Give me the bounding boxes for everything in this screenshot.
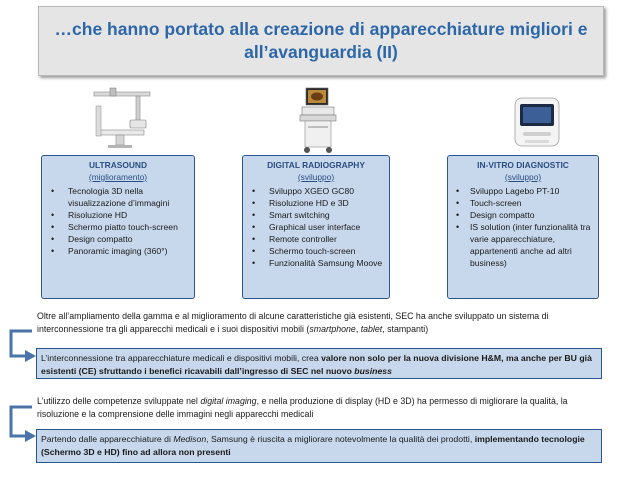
list-item: • Funzionalità Samsung Moove xyxy=(249,257,383,269)
highlight-emphasis: Medison xyxy=(173,434,207,444)
in-vitro-diagnostic-device-image xyxy=(511,96,563,150)
list-item: • Sviluppo Lagebo PT-10 xyxy=(454,185,592,197)
page-title: …che hanno portato alla creazione di apparecchiature migliori e all’avanguardia (II) xyxy=(54,19,588,62)
highlight-text: , Samsung è riuscita a migliorare notevolmente la qualità dei prodotti, xyxy=(206,434,475,444)
paragraph-text: Oltre all’ampliamento della gamma e al miglioramento di alcune caratteristiche già esistenti, SEC ha anche sviluppato un sistema di interconnessione tra gli apparecchi medicali e i suoi dispositivi mobili ( xyxy=(37,311,549,334)
title-box xyxy=(38,6,604,76)
list-item: • IS solution (inter funzionalità tra varie apparecchiature, appartenenti anche ad altri business) xyxy=(454,221,592,269)
list-item: • Schermo piatto touch-screen xyxy=(48,221,188,233)
list-item: • Sviluppo XGEO GC80 xyxy=(249,185,383,197)
panel-title: ULTRASOUND xyxy=(89,160,147,170)
list-item: • Graphical user interface xyxy=(249,221,383,233)
list-item: • Panoramic imaging (360°) xyxy=(48,245,188,257)
list-item: • Remote controller xyxy=(249,233,383,245)
highlight-box-quality xyxy=(36,429,602,463)
bracket-arrow-icon xyxy=(6,328,38,364)
paragraph-emphasis: tablet xyxy=(360,324,383,334)
ultrasound-device-image xyxy=(90,86,156,150)
list-item: • Touch-screen xyxy=(454,197,592,209)
panel-subtitle: (miglioramento) xyxy=(88,172,148,182)
paragraph-emphasis: smartphone xyxy=(309,324,356,334)
highlight-box-value xyxy=(36,348,602,379)
list-item: • Tecnologia 3D nella visualizzazione d’immagini xyxy=(48,185,188,209)
panel-digital-radiography xyxy=(242,155,390,299)
panel-list xyxy=(48,185,188,257)
paragraph-emphasis: digital imaging xyxy=(200,396,257,406)
highlight-bold: valore non solo per la nuova divisione H&M, ma anche per BU già esistenti (CE) sfruttando i benefici ricavabili dall’ingresso di SEC nel nuovo xyxy=(41,353,592,376)
highlight-text: L’interconnessione tra apparecchiature medicali e dispositivi mobili, crea xyxy=(41,353,322,363)
paragraph-text: , e nella produzione di display (HD e 3D) ha permesso di migliorare la qualità, la risoluzione e la comprensione delle immagini negli apparecchi medicali xyxy=(37,396,568,419)
panel-title: DIGITAL RADIOGRAPHY xyxy=(267,160,365,170)
list-item: • Risoluzione HD e 3D xyxy=(249,197,383,209)
paragraph-interconnection xyxy=(37,310,603,336)
highlight-text: Partendo dalle apparecchiature di xyxy=(41,434,174,444)
panel-list xyxy=(454,185,592,269)
paragraph-text: , stampanti) xyxy=(382,324,429,334)
list-item: • Design compatto xyxy=(48,233,188,245)
panel-title: IN-VITRO DIAGNOSTIC xyxy=(477,160,569,170)
list-item: • Risoluzione HD xyxy=(48,209,188,221)
list-item: • Smart switching xyxy=(249,209,383,221)
panel-in-vitro-diagnostic xyxy=(447,155,599,299)
paragraph-digital-imaging xyxy=(37,395,603,421)
highlight-bold-emphasis: business xyxy=(354,366,392,376)
paragraph-text: L’utilizzo delle competenze sviluppate nel xyxy=(37,396,201,406)
digital-radiography-device-image xyxy=(296,86,340,154)
list-item: • Design compatto xyxy=(454,209,592,221)
panel-ultrasound xyxy=(41,155,195,299)
paragraph-text: , xyxy=(355,324,361,334)
bracket-arrow-icon xyxy=(6,404,38,444)
panel-subtitle: (sviluppo) xyxy=(504,172,542,182)
panel-list xyxy=(249,185,383,269)
panel-subtitle: (sviluppo) xyxy=(297,172,335,182)
list-item: • Schermo touch-screen xyxy=(249,245,383,257)
highlight-bold: implementando tecnologie (Schermo 3D e HD) fino ad allora non presenti xyxy=(41,434,585,457)
